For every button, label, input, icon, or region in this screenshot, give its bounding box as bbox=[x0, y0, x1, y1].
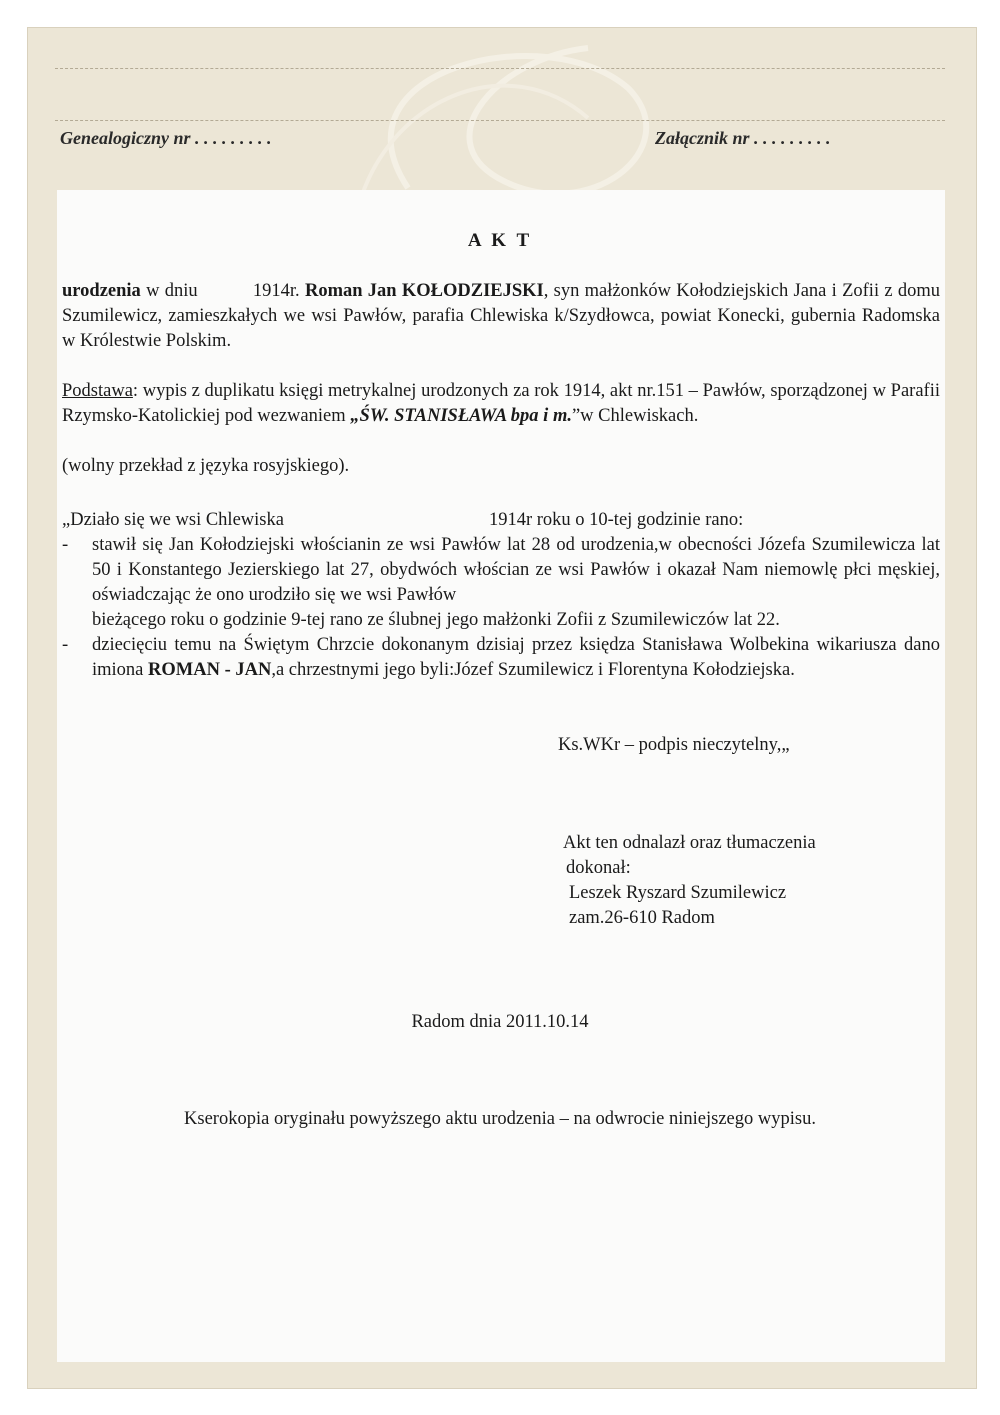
record-opening-time: 1914r roku o 10-tej godzinie rano: bbox=[488, 510, 744, 530]
record-opening bbox=[62, 508, 940, 533]
document-title: A K T bbox=[467, 230, 533, 251]
birth-year: 1914r. bbox=[252, 281, 300, 301]
place-and-date: Radom dnia 2011.10.14 bbox=[411, 1012, 589, 1032]
birth-details: , syn małżonków Kołodziejskich Jana i Zofii z domu Szumilewicz, zamieszkałych we wsi Pawłów, parafia Chlewiska k/Szydłowca, powiat Konecki, gubernia Radomska w Królestwie Polskim. bbox=[62, 281, 940, 351]
parish-saint: „ŚW. STANISŁAWA bpa i m. bbox=[350, 406, 572, 426]
birth-word: urodzenia bbox=[62, 281, 141, 301]
translator-line-1: Akt ten odnalazł oraz tłumaczenia bbox=[563, 833, 816, 853]
top-dashed-rule bbox=[55, 68, 945, 69]
baptism-names: ROMAN - JAN bbox=[148, 660, 272, 680]
birth-in-day: w dniu bbox=[146, 281, 198, 301]
record-item-2-godparents: ,a chrzestnymi jego byli:Józef Szumilewicz i Florentyna Kołodziejska. bbox=[271, 660, 795, 680]
basis-text: : wypis z duplikatu księgi metrykalnej urodzonych za rok 1914, akt nr.151 – Pawłów, sporządzonej w Parafii Rzymsko-Katolickiej pod wezwaniem bbox=[62, 381, 940, 426]
record-item-1 bbox=[62, 533, 940, 608]
genealogical-number: Genealogiczny nr . . . . . . . . . bbox=[60, 128, 272, 148]
translator-block bbox=[563, 831, 816, 931]
basis-paragraph bbox=[62, 379, 940, 429]
translation-note: (wolny przekład z języka rosyjskiego). bbox=[62, 456, 350, 476]
translator-name: Leszek Ryszard Szumilewicz bbox=[569, 883, 787, 903]
record-item-1-text: stawił się Jan Kołodziejski włościanin ze wsi Pawłów lat 28 od urodzenia,w obecności Józefa Szumilewicza lat 50 i Konstantego Jezierskiego lat 27, obydwóch włościan ze wsi Pawłów i okazał Nam niemowlę płci męskiej, oświadczając że ono urodziło się we wsi Pawłów bbox=[92, 535, 940, 605]
child-name: Roman Jan KOŁODZIEJSKI bbox=[304, 281, 544, 301]
basis-label: Podstawa bbox=[62, 381, 133, 401]
header-fields bbox=[60, 128, 960, 149]
priest-signature: Ks.WKr – podpis nieczytelny,„ bbox=[558, 735, 790, 755]
header-dashed-rule bbox=[55, 120, 945, 121]
basis-after-saint: ”w Chlewiskach. bbox=[571, 406, 699, 426]
content-panel bbox=[57, 190, 945, 1362]
attachment-number: Załącznik nr . . . . . . . . . bbox=[655, 128, 831, 148]
record-item-1-continuation: bieżącego roku o godzinie 9-tej rano ze ślubnej jego małżonki Zofii z Szumilewiczów lat 22. bbox=[92, 610, 780, 630]
translator-line-2: dokonał: bbox=[566, 858, 631, 878]
list-dash: - bbox=[62, 535, 69, 555]
birth-paragraph bbox=[62, 279, 940, 354]
record-item-2-text: dziecięciu temu na Świętym Chrzcie dokonanym dzisiaj przez księdza Stanisława Wolbekina wikariusza dano imiona bbox=[92, 635, 940, 680]
record-opening-place: „Działo się we wsi Chlewiska bbox=[62, 510, 284, 530]
list-dash: - bbox=[62, 635, 69, 655]
translator-address: zam.26-610 Radom bbox=[569, 908, 715, 928]
footer-note: Kserokopia oryginału powyższego aktu urodzenia – na odwrocie niniejszego wypisu. bbox=[184, 1109, 816, 1129]
record-item-2 bbox=[62, 633, 940, 683]
